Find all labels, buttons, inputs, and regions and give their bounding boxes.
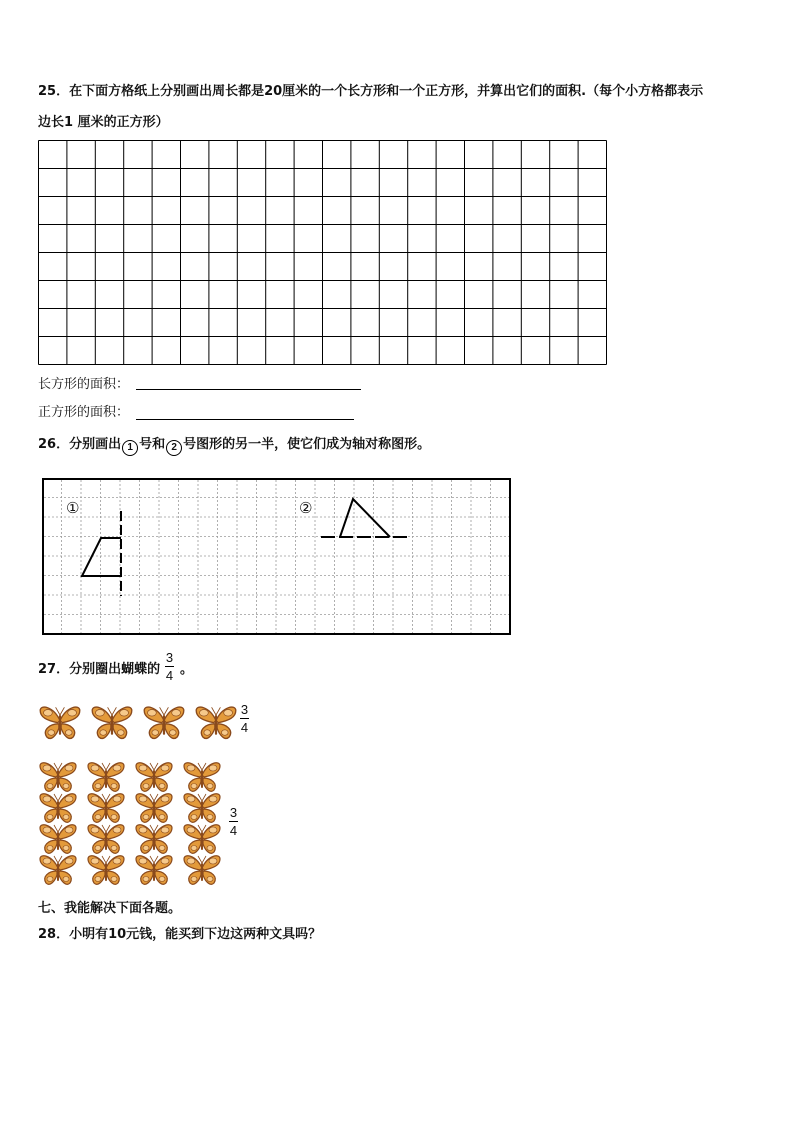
butterfly-icon	[86, 760, 126, 794]
butterfly-icon	[142, 704, 186, 741]
circled-number-2: 2	[166, 440, 182, 456]
butterfly-icon	[38, 822, 78, 856]
butterfly-icon	[38, 760, 78, 794]
butterfly-group-1[interactable]	[38, 704, 238, 744]
butterfly-icon	[134, 853, 174, 887]
circled-number-1: 1	[122, 440, 138, 456]
q26-prompt: 26．分别画出 1 号和 2 号图形的另一半，使它们成为轴对称图形。	[38, 437, 430, 456]
q25-line2: 边长1 厘米的正方形）	[38, 115, 169, 130]
square-area-label: 正方形的面积：	[38, 405, 130, 420]
butterfly-group-2[interactable]	[38, 760, 228, 890]
butterfly-icon	[38, 704, 82, 741]
q28-text: 28．小明有10元钱，能买到下边这两种文具吗？	[38, 927, 322, 942]
butterfly-icon	[194, 704, 238, 741]
q27-prompt: 27．分别圈出蝴蝶的	[38, 662, 161, 677]
q27-prompt-fraction: 3 4	[165, 650, 174, 683]
fig1-half-trapezoid	[82, 538, 121, 576]
square-area-blank[interactable]	[136, 419, 354, 420]
q25-grid[interactable]	[38, 140, 608, 366]
rect-area-label: 长方形的面积：	[38, 377, 130, 392]
fig2-half-triangle	[340, 499, 390, 537]
q27-prompt-end: 。	[180, 662, 194, 677]
butterfly-icon	[182, 853, 222, 887]
section-7-title: 七、我能解决下面各题。	[38, 901, 182, 916]
group1-fraction: 3 4	[240, 702, 249, 735]
grid26-frame	[43, 479, 510, 634]
butterfly-icon	[182, 791, 222, 825]
q26-dotted-grid[interactable]	[42, 478, 512, 636]
q25-line1: 25．在下面方格纸上分别画出周长都是20厘米的一个长方形和一个正方形，并算出它们的面积.（每个小方格都表示	[38, 84, 704, 99]
butterfly-icon	[86, 853, 126, 887]
butterfly-icon	[134, 791, 174, 825]
butterfly-icon	[38, 853, 78, 887]
butterfly-icon	[90, 704, 134, 741]
butterfly-icon	[182, 822, 222, 856]
fig1-label: ①	[66, 499, 80, 517]
fig2-label: ②	[299, 499, 313, 517]
butterfly-icon	[86, 822, 126, 856]
group2-fraction: 3 4	[229, 805, 238, 838]
rect-area-blank[interactable]	[136, 389, 361, 390]
grid26-dashed-lines	[44, 480, 509, 633]
butterfly-icon	[134, 760, 174, 794]
butterfly-icon	[86, 791, 126, 825]
butterfly-icon	[38, 791, 78, 825]
butterfly-icon	[134, 822, 174, 856]
butterfly-icon	[182, 760, 222, 794]
